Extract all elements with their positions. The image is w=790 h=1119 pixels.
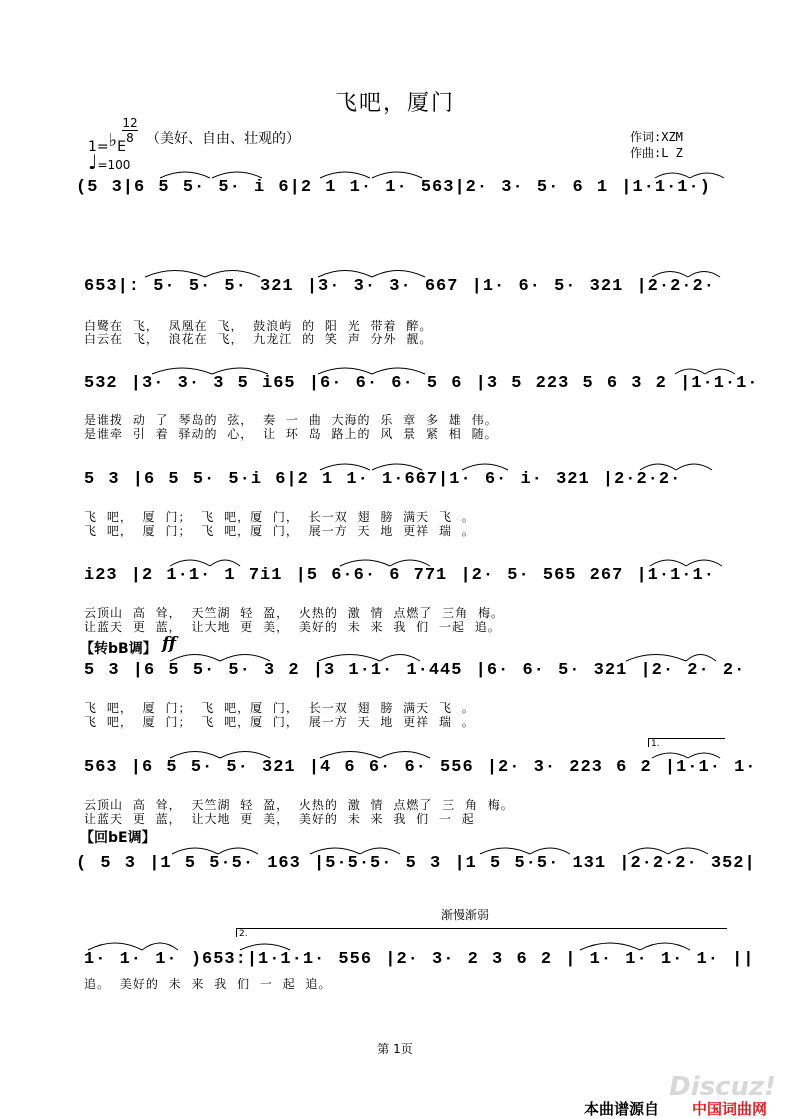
slur-arc — [580, 943, 640, 950]
dynamic-marking: ff — [162, 634, 177, 654]
slur-arc — [462, 464, 508, 470]
slur-arc — [310, 848, 360, 854]
lyricist: 作词:XZM — [630, 130, 683, 144]
slur-arc — [320, 752, 380, 759]
slur-arc — [170, 560, 210, 566]
volta-bracket-2: 2. — [236, 928, 727, 937]
flat-icon: ♭ — [108, 130, 118, 151]
slur-arc — [652, 753, 688, 758]
slur-arc — [318, 368, 372, 374]
page-number: 第 1页 — [377, 1042, 413, 1056]
lyric-row-5-verse-2: 让蓝天 更 蓝， 让大地 更 美， 美好的 未 来 我 们 一起 追。 — [84, 620, 501, 634]
lyric-row-6-verse-2: 飞 吧， 厦 门； 飞 吧，厦 门， 展一方 天 地 更祥 瑞 。 — [84, 715, 475, 729]
music-row-3: 532 |3· 3· 3 5 i65 |6· 6· 6· 5 6 |3 5 223 5 6 3 2 |1·1·1· — [84, 374, 759, 393]
lyric-row-9: 追。 美好的 未 来 我 们 一 起 追。 — [84, 977, 332, 991]
slur-arc — [530, 848, 570, 854]
slur-arc — [372, 172, 422, 178]
lyric-row-2-verse-2: 白云在 飞， 浪花在 飞， 九龙江 的 笑 声 分外 靓。 — [84, 332, 433, 346]
fade-marking: 渐慢渐弱 — [441, 908, 490, 922]
slur-arc — [686, 655, 716, 662]
slur-arc — [688, 272, 720, 278]
lyric-row-4-verse-1: 飞 吧， 厦 门； 飞 吧，厦 门， 长一双 翅 膀 满天 飞 。 — [84, 510, 475, 524]
tempo-value: =100 — [97, 158, 131, 172]
song-title: 飞吧，厦门 — [334, 91, 455, 116]
music-row-2: 653|: 5· 5· 5· 321 |3· 3· 3· 667 |1· 6· 5· 321 |2·2·2· — [84, 277, 715, 296]
music-row-6: 5 3 |6 5 5· 5· 3 2 |3 1·1· 1·445 |6· 6· 5· 321 |2· 2· 2· — [84, 661, 746, 680]
slur-arc — [170, 655, 220, 662]
slur-arc — [628, 848, 668, 854]
music-row-5: i23 |2 1·1· 1 7i1 |5 6·6· 6 771 |2· 5· 565 267 |1·1·1· — [84, 566, 715, 585]
slur-arc — [390, 560, 430, 566]
key-letter: E — [117, 139, 126, 155]
slur-arc — [210, 560, 240, 566]
section-label-bb: 【转bB调】 — [80, 641, 157, 657]
mood-marking: （美好、自由、壮观的） — [146, 131, 300, 147]
slur-arc — [320, 464, 370, 470]
slur-arc — [218, 848, 258, 854]
slur-arc — [220, 752, 270, 759]
slur-arc — [212, 172, 262, 178]
slur-arc — [372, 464, 422, 470]
site-name-link[interactable]: 中国词曲网 — [692, 1100, 768, 1118]
slur-arc — [690, 173, 724, 178]
section-label-eb: 【回bE调】 — [80, 830, 156, 846]
slur-arc — [318, 655, 380, 662]
music-row-8: ( 5 3 |1 5 5·5· 163 |5·5·5· 5 3 |1 5 5·5· 131 |2·2·2· 352| — [76, 854, 756, 873]
slur-arc — [640, 943, 690, 950]
slur-arc — [655, 173, 690, 178]
slur-arc — [676, 464, 712, 470]
slur-arc — [380, 655, 420, 662]
slur-arc — [152, 368, 212, 374]
watermark: Discuz! — [669, 1072, 776, 1102]
slur-arc — [650, 560, 686, 566]
slur-arc — [205, 271, 260, 278]
slur-arc — [705, 369, 735, 374]
slur-arc — [220, 655, 270, 662]
lyric-row-7-verse-2: 让蓝天 更 蓝， 让大地 更 美， 美好的 未 来 我 们 一 起 — [84, 812, 475, 826]
slur-arc — [372, 271, 425, 278]
quarter-note-icon: ♩ — [88, 150, 98, 174]
slur-arc — [360, 848, 400, 854]
composer: 作曲:L Z — [630, 146, 683, 160]
slur-arc — [145, 271, 205, 278]
slur-arc — [626, 655, 686, 662]
time-signature-bottom: 8 — [126, 131, 134, 145]
slur-arc — [172, 848, 218, 854]
slur-arc — [170, 752, 220, 759]
slur-arc — [686, 560, 722, 566]
slur-arc — [142, 943, 178, 950]
slur-arc — [480, 848, 530, 854]
slur-arc — [240, 944, 290, 950]
volta-bracket-1: 1. — [648, 738, 725, 747]
slur-arc — [652, 272, 688, 278]
slur-arc — [212, 368, 268, 374]
lyric-row-3-verse-2: 是谁牵 引 着 驿动的 心， 让 环 岛 路上的 风 景 紧 相 随。 — [84, 427, 498, 441]
lyric-row-7-verse-1: 云顶山 高 耸， 天竺湖 轻 盈， 火热的 激 情 点燃了 三 角 梅。 — [84, 798, 514, 812]
key-prefix: 1= — [88, 139, 109, 155]
lyric-row-3-verse-1: 是谁拨 动 了 琴岛的 弦， 奏 一 曲 大海的 乐 章 多 雄 伟。 — [84, 413, 498, 427]
slur-arc — [675, 369, 705, 374]
slur-arc — [340, 560, 390, 566]
slur-arc — [640, 464, 676, 470]
lyric-row-5-verse-1: 云顶山 高 耸， 天竺湖 轻 盈， 火热的 激 情 点燃了 三角 梅。 — [84, 606, 504, 620]
music-row-1: (5 3|6 5 5· 5· i 6|2 1 1· 1· 563|2· 3· 5· 6 1 |1·1·1·) — [76, 178, 711, 197]
time-signature-top: 12 — [122, 116, 138, 130]
slur-arc — [88, 943, 142, 950]
slur-arc — [380, 752, 430, 759]
music-row-7: 563 |6 5 5· 5· 321 |4 6 6· 6· 556 |2· 3· 223 6 2 |1·1· 1· — [84, 758, 757, 777]
lyric-row-6-verse-1: 飞 吧， 厦 门； 飞 吧，厦 门， 长一双 翅 膀 满天 飞 。 — [84, 701, 475, 715]
slur-arc — [372, 368, 425, 374]
source-text: 本曲谱源自 — [584, 1100, 660, 1118]
music-row-4: 5 3 |6 5 5· 5·i 6|2 1 1· 1·667|1· 6· i· 321 |2·2·2· — [84, 470, 682, 489]
slur-arc — [320, 172, 370, 178]
lyric-row-4-verse-2: 飞 吧， 厦 门； 飞 吧，厦 门， 展一方 天 地 更祥 瑞 。 — [84, 524, 475, 538]
lyric-row-2-verse-1: 白鹭在 飞， 凤凰在 飞， 鼓浪屿 的 阳 光 带着 醉。 — [84, 319, 433, 333]
slur-arc — [160, 172, 210, 178]
slur-arc — [318, 271, 372, 278]
slur-arc — [668, 848, 708, 854]
slur-arc — [688, 753, 720, 758]
music-row-9: 1· 1· 1· )653:|1·1·1· 556 |2· 3· 2 3 6 2 | 1· 1· 1· 1· || — [84, 950, 755, 969]
